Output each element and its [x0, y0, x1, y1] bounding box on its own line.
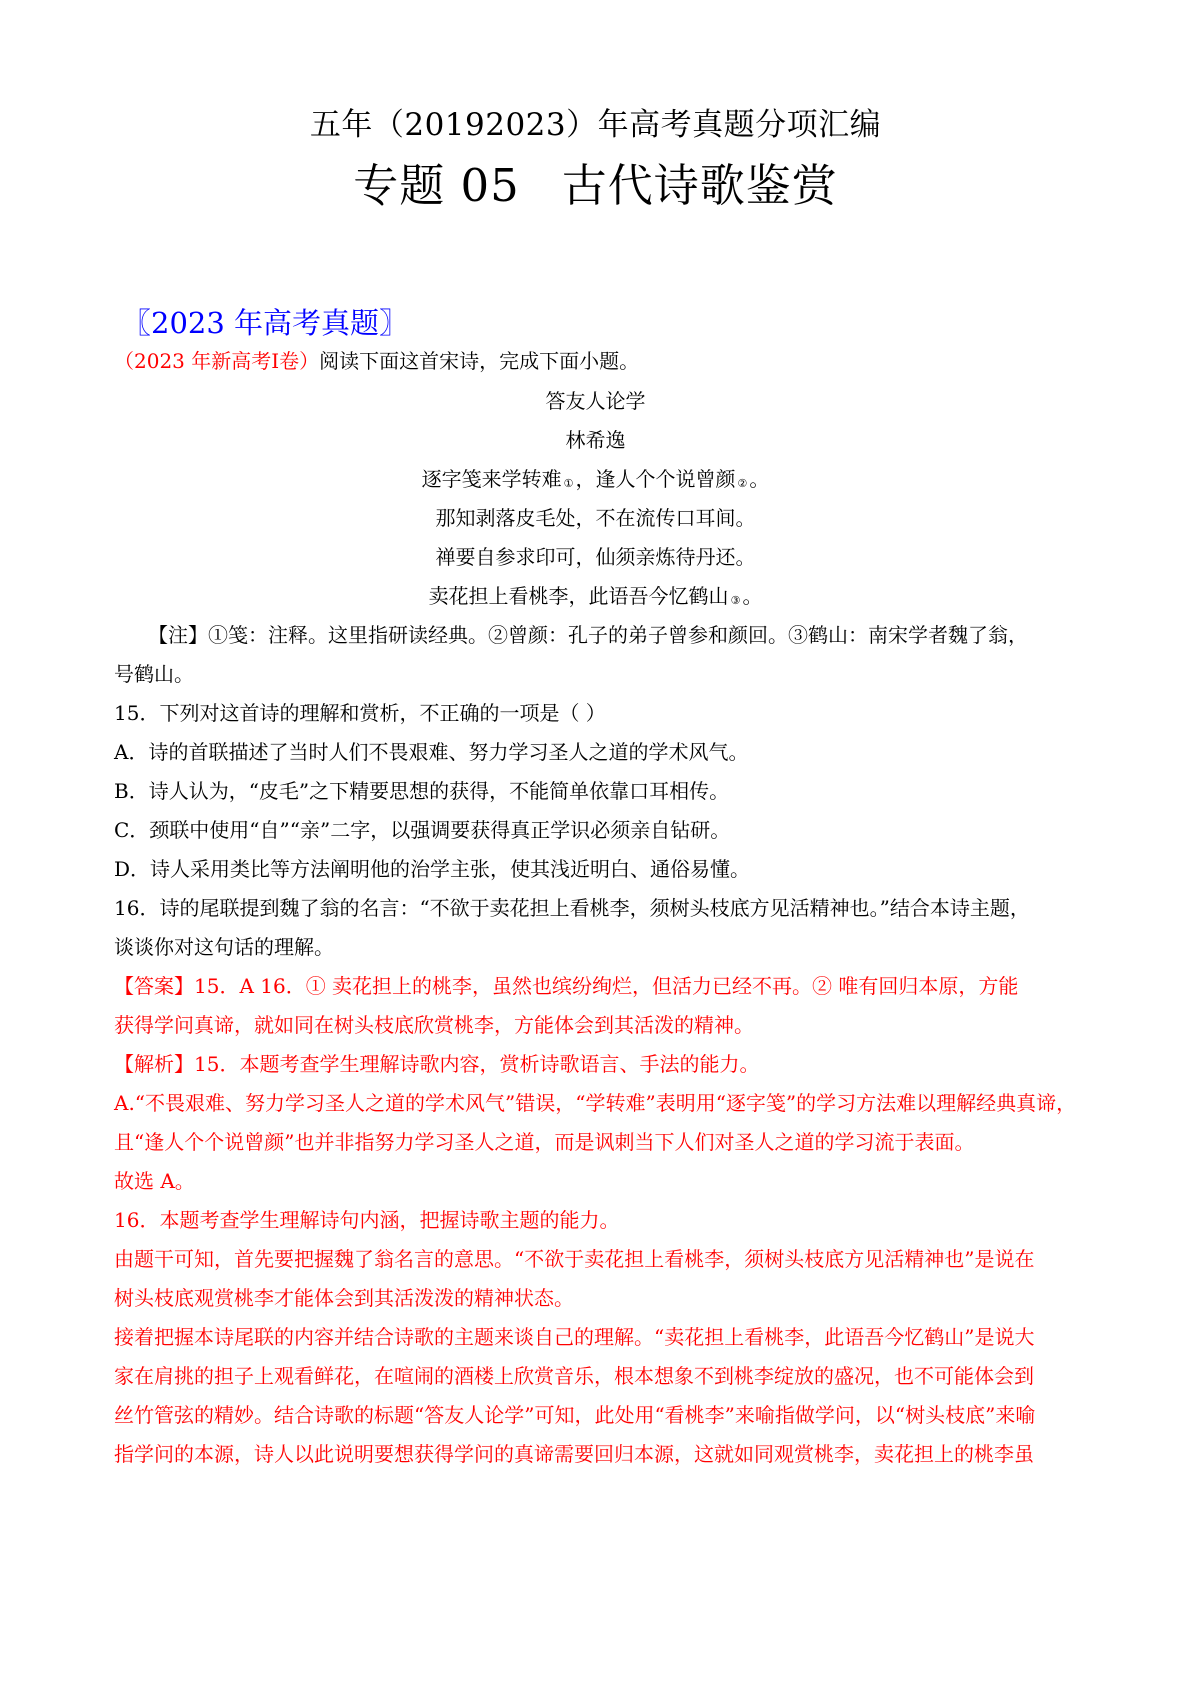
poem-author: 林希逸 — [565, 428, 626, 452]
analysis-line: 故选 A。 — [114, 1169, 195, 1193]
question-prompt: 阅读下面这首宋诗，完成下面小题。 — [319, 349, 640, 373]
poem-line: 逐字笺来学转难 ① ，逢人个个说曾颜 ② 。 — [421, 467, 770, 491]
analysis-line: 16．本题考查学生理解诗句内涵，把握诗歌主题的能力。 — [114, 1208, 620, 1232]
analysis-line: 家在肩挑的担子上观看鲜花，在喧闹的酒楼上欣赏音乐，根本想象不到桃李绽放的盛况，也不可能体会到 — [114, 1364, 1034, 1388]
poem-line: 卖花担上看桃李，此语吾今忆鹤山 ③ 。 — [428, 584, 763, 608]
topic-number: 专题 05 — [353, 159, 520, 212]
analysis-line: 接着把握本诗尾联的内容并结合诗歌的主题来谈自己的理解。“卖花担上看桃李，此语吾今忆鹤山”是说大 — [114, 1325, 1035, 1349]
footnote-marker: ① — [563, 477, 574, 490]
footnote-marker: ③ — [730, 594, 741, 607]
option-c: C．颈联中使用“自”“亲”二字，以强调要获得真正学识必须亲自钻研。 — [114, 818, 731, 842]
question-intro — [114, 341, 1080, 381]
option-a: A．诗的首联描述了当时人们不畏艰难、努力学习圣人之道的学术风气。 — [114, 740, 749, 764]
question-16-stem: 16．诗的尾联提到魏了翁的名言：“不欲于卖花担上看桃李，须树头枝底方见活精神也。”结合本诗主题， — [114, 896, 1030, 920]
analysis-line: 树头枝底观赏桃李才能体会到其活泼泼的精神状态。 — [114, 1286, 574, 1310]
topic-title — [0, 155, 1191, 217]
question-16-stem: 谈谈你对这句话的理解。 — [114, 935, 334, 959]
question-source: （2023 年新高考Ⅰ卷） — [114, 349, 320, 373]
analysis-line: 且“逢人个个说曾颜”也并非指努力学习圣人之道，而是讽刺当下人们对圣人之道的学习流于表面。 — [114, 1130, 975, 1154]
footnote-marker: ② — [737, 477, 748, 490]
poem-line: 那知剥落皮毛处，不在流传口耳间。 — [435, 506, 756, 530]
analysis-line: 指学问的本源，诗人以此说明要想获得学问的真谛需要回归本源，这就如同观赏桃李，卖花担上的桃李虽 — [114, 1442, 1034, 1466]
analysis-line: A.“不畏艰难、努力学习圣人之道的学术风气”错误，“学转难”表明用“逐字笺”的学习方法难以理解经典真谛， — [114, 1091, 1077, 1115]
answer-line: 【答案】15．A 16．① 卖花担上的桃李，虽然也缤纷绚烂，但活力已经不再。② 唯有回归本原，方能 — [114, 974, 1019, 998]
answer-line: 获得学问真谛，就如同在树头枝底欣赏桃李，方能体会到其活泼的精神。 — [114, 1013, 754, 1037]
option-d: D．诗人采用类比等方法阐明他的治学主张，使其浅近明白、通俗易懂。 — [114, 857, 751, 881]
analysis-line: 丝竹管弦的精妙。结合诗歌的标题“答友人论学”可知，此处用“看桃李”来喻指做学问，以“树头枝底”来喻 — [114, 1403, 1036, 1427]
question-15-stem: 15．下列对这首诗的理解和赏析，不正确的一项是（ ） — [114, 701, 606, 725]
poem-line: 禅要自参求印可，仙须亲炼待丹还。 — [435, 545, 756, 569]
poem-title: 答友人论学 — [545, 389, 646, 413]
topic-name: 古代诗歌鉴赏 — [561, 159, 838, 212]
poem-notes-line: 号鹤山。 — [114, 662, 194, 686]
section-heading: 〖2023 年高考真题〗 — [122, 306, 409, 340]
poem-notes-line: 【注】①笺：注释。这里指研读经典。②曾颜：孔子的弟子曾参和颜回。③鹤山：南宋学者魏了翁， — [148, 623, 1028, 647]
analysis-line: 【解析】15．本题考查学生理解诗歌内容，赏析诗歌语言、手法的能力。 — [114, 1052, 760, 1076]
option-b: B．诗人认为，“皮毛”之下精要思想的获得，不能简单依靠口耳相传。 — [114, 779, 730, 803]
analysis-line: 由题干可知，首先要把握魏了翁名言的意思。“不欲于卖花担上看桃李，须树头枝底方见活精神也”是说在 — [114, 1247, 1035, 1271]
compilation-title: 五年（20192023）年高考真题分项汇编 — [309, 107, 882, 143]
